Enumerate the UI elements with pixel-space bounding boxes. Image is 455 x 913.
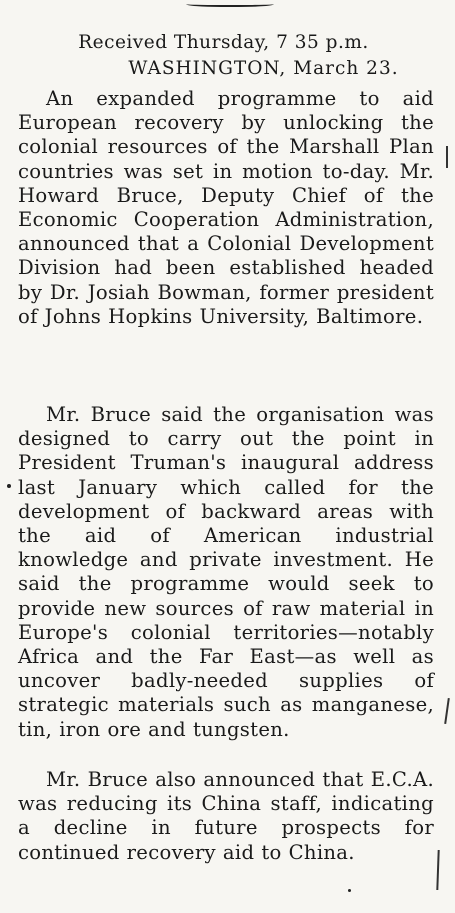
dateline-received: Received Thursday, 7 35 p.m. xyxy=(78,32,369,53)
column-edge-mark xyxy=(446,146,448,168)
article-paragraph-2: Mr. Bruce said the organisation was designed to carry out the point in President Truman's inaugural address last January which called for the development of backward areas with the aid of American industrial knowledge and private investment. He said the programme would seek to provide new sources of raw material in Europe's colonial territories—notably Africa and the Far East—as well as uncover badly-needed supplies of strategic materials such as manganese, tin, iron ore and tungsten. xyxy=(18,403,434,741)
article-paragraph-3: Mr. Bruce also announced that E.C.A. was reducing its China staff, indicating a decline in future prospects for continued recovery aid to China. xyxy=(18,768,434,864)
ink-speck xyxy=(7,484,11,488)
top-rule-ornament xyxy=(186,0,274,7)
column-edge-mark xyxy=(436,850,439,890)
ink-speck xyxy=(348,889,351,892)
article-paragraph-1: An expanded programme to aid European recovery by unlocking the colonial resources of the Marshall Plan countries was set in motion to-day. Mr. Howard Bruce, Deputy Chief of the Economic Cooperation Administration, announced that a Colonial Development Division had been established headed by Dr. Josiah Bowman, former president of Johns Hopkins University, Baltimore. xyxy=(18,87,434,328)
dateline-place: WASHINGTON, March 23. xyxy=(128,58,399,79)
column-edge-mark xyxy=(444,698,450,724)
